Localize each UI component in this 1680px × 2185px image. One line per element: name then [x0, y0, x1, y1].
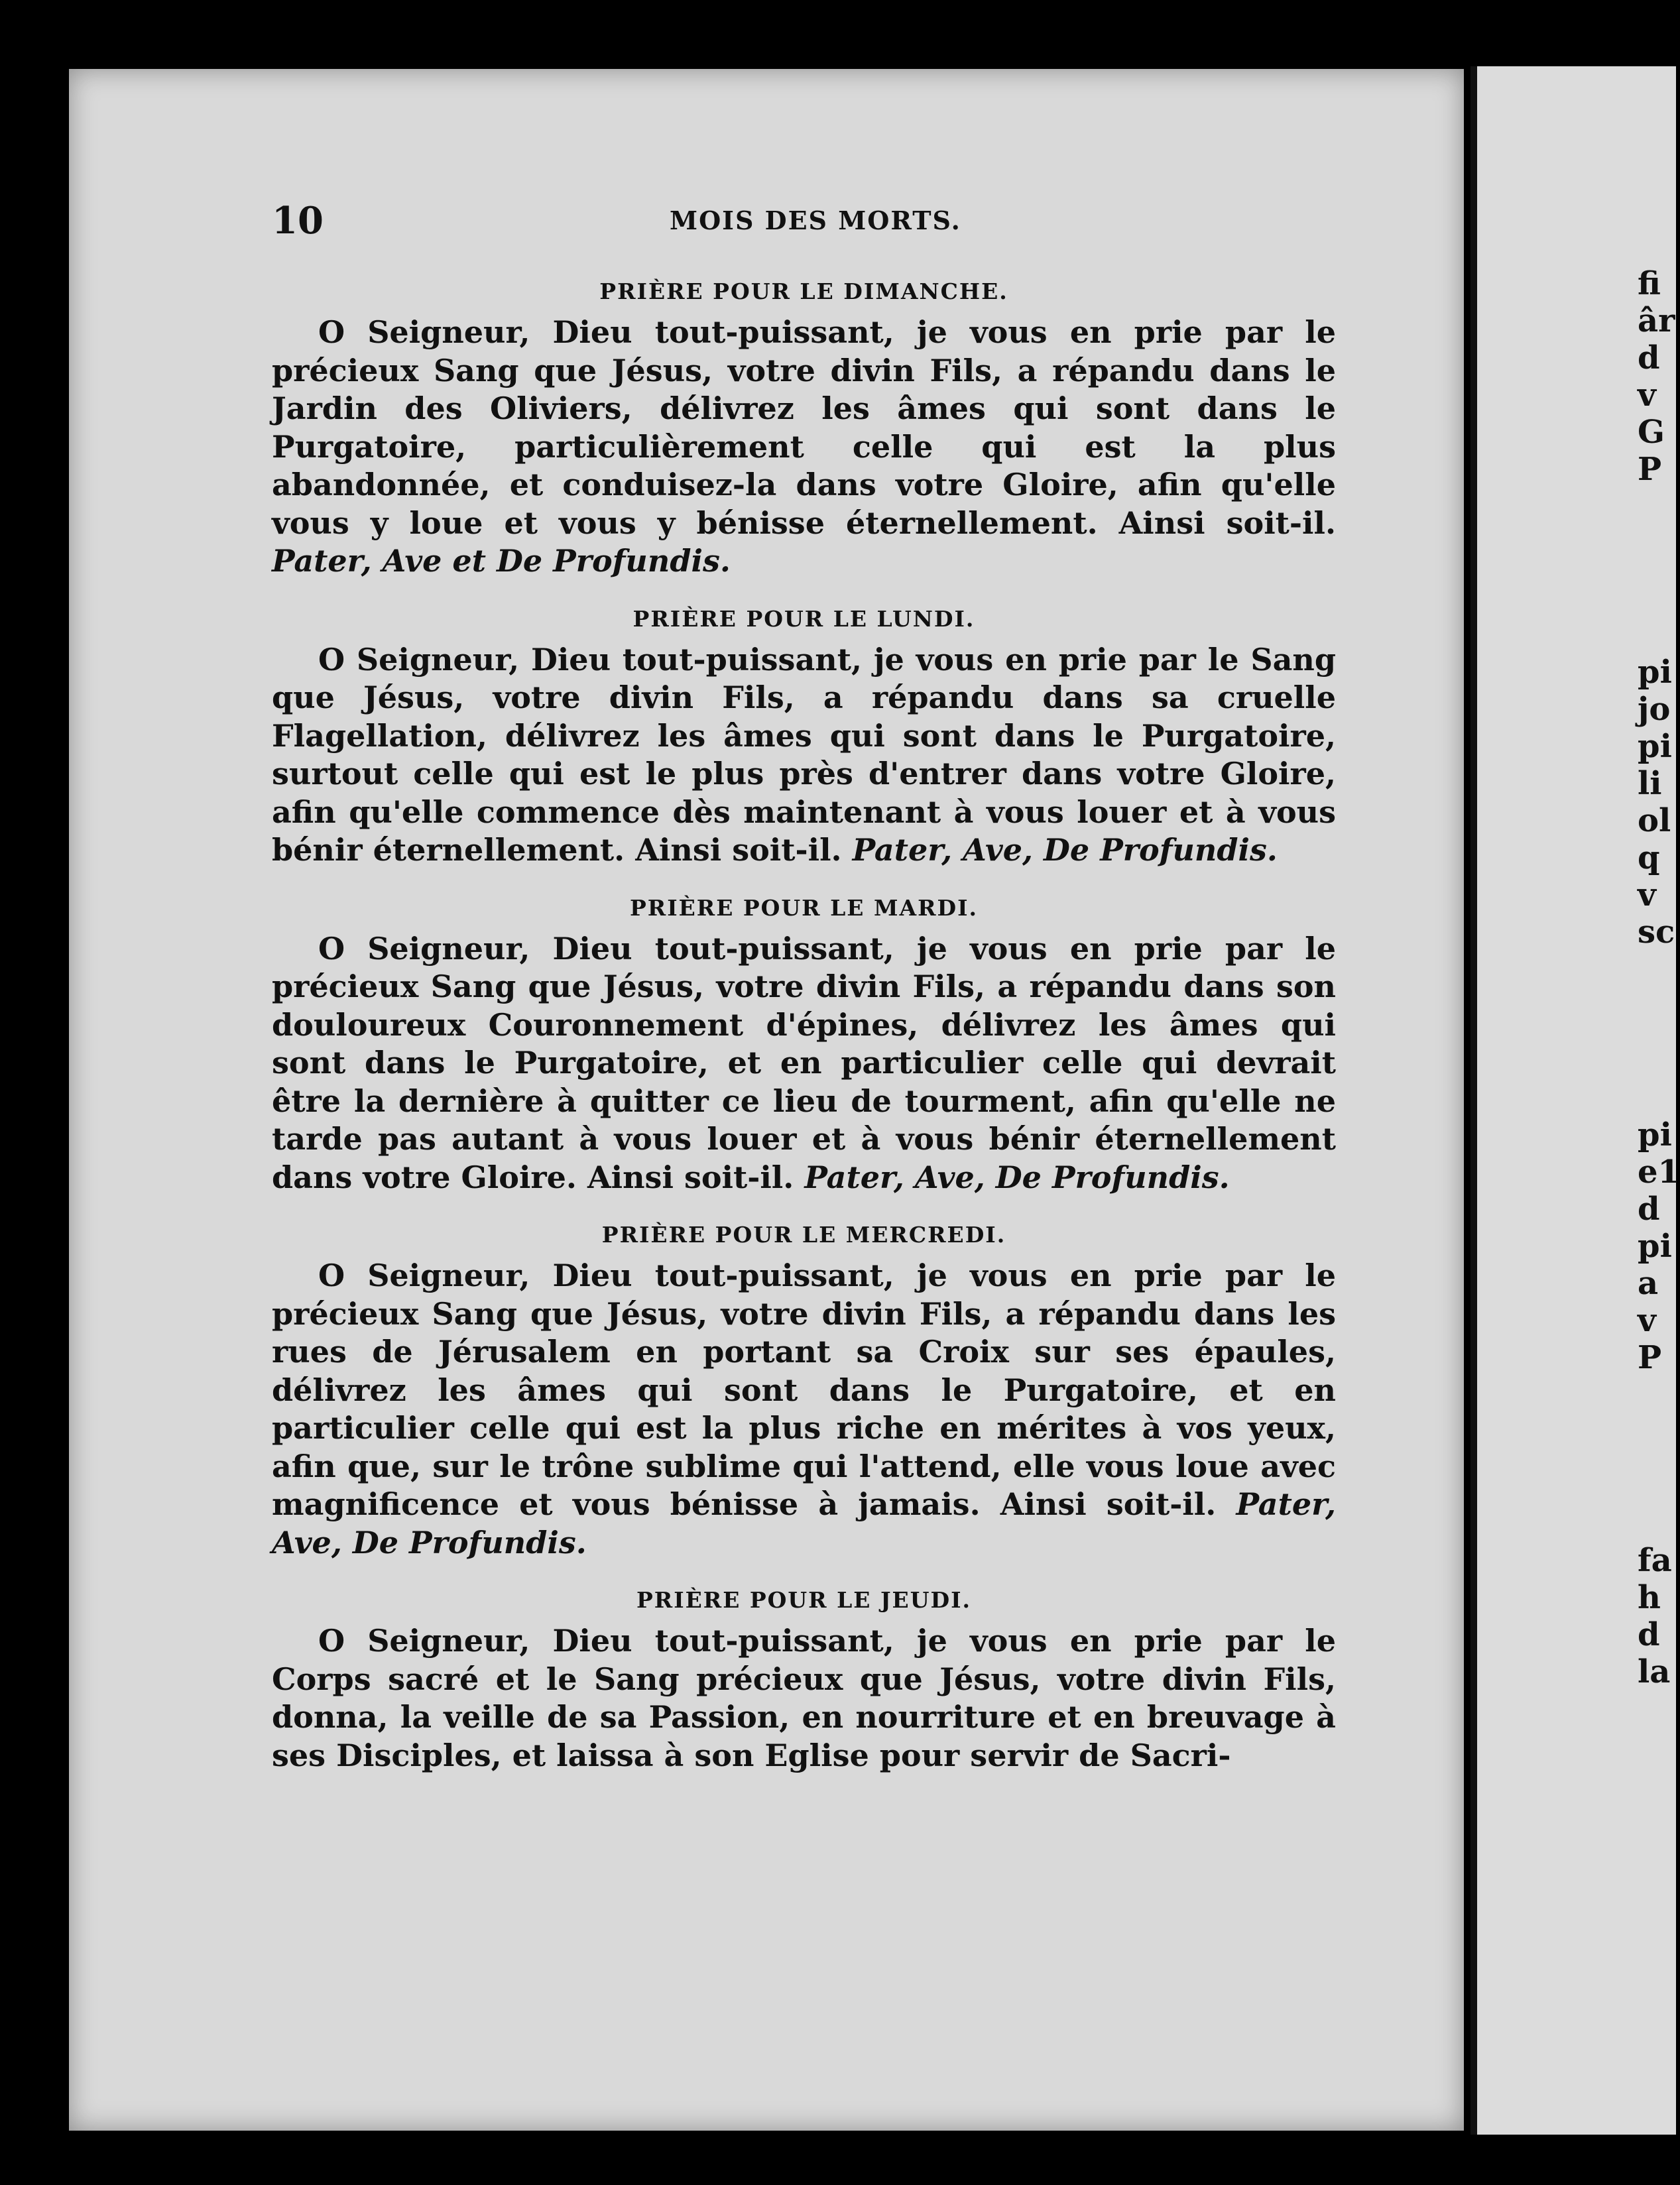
- prayer-section: [272, 1587, 1336, 1775]
- prayer-ending: Pater, Ave, De Profundis.: [272, 1486, 1337, 1561]
- section-heading: PRIÈRE POUR LE DIMANCHE.: [599, 278, 1008, 304]
- prayer-ending: Pater, Ave, De Profundis.: [804, 1159, 1230, 1195]
- facing-page-fragment: sc: [1638, 914, 1675, 951]
- prayer-text: O Seigneur, Dieu tout-puissant, je vous en prie par le Corps sacré et le Sang précieux que Jésus, votre divin Fils, donna, la veille de sa Passion, en nourriture et en breuvage à ses Disciples, et laissa à son Eglise pour servir de Sacri-: [272, 1623, 1336, 1773]
- facing-page-fragment: [1638, 951, 1668, 1116]
- running-title: MOIS DES MORTS.: [670, 206, 961, 235]
- section-heading: PRIÈRE POUR LE LUNDI.: [632, 605, 975, 632]
- facing-page-fragment: fi: [1638, 265, 1661, 302]
- prayer-text: O Seigneur, Dieu tout-puissant, je vous en prie par le précieux Sang que Jésus, votre divin Fils, a répandu dans les rues de Jérusalem en portant sa Croix sur ses épaules, délivrez les âmes qui sont dans le Purgatoire, et en particulier celle qui est la plus riche en mérites à vos yeux, afin que, sur le trône sublime qui l'attend, elle vous loue avec magnificence et vous bénisse à jamais. Ainsi soit-il.: [272, 1258, 1336, 1522]
- facing-page-fragment: pi: [1638, 654, 1672, 691]
- facing-page-fragment: e1: [1638, 1153, 1680, 1191]
- facing-page-fragment: pi: [1638, 1228, 1672, 1265]
- facing-page-fragment: q: [1638, 839, 1660, 876]
- section-body: [272, 641, 1336, 870]
- prayer-section: [272, 278, 1336, 581]
- facing-page-fragment: âr: [1638, 302, 1675, 339]
- prayer-ending: Pater, Ave, De Profundis.: [852, 832, 1278, 868]
- facing-page-fragment: d: [1638, 1191, 1660, 1228]
- facing-page-fragment: v: [1638, 377, 1656, 414]
- prayer-section: [272, 895, 1336, 1197]
- section-heading: PRIÈRE POUR LE JEUDI.: [636, 1587, 972, 1613]
- prayer-text: O Seigneur, Dieu tout-puissant, je vous en prie par le précieux Sang que Jésus, votre divin Fils, a répandu dans son douloureux Couronnement d'épines, délivrez les âmes qui sont dans le Purgatoire, et en particulier celle qui devrait être la dernière à quitter ce lieu de tourment, afin qu'elle ne tarde pas autant à vous louer et à vous bénir éternellement dans votre Gloire. Ainsi soit-il.: [272, 930, 1336, 1195]
- prayer-text: O Seigneur, Dieu tout-puissant, je vous en prie par le Sang que Jésus, votre divin Fils, a répandu dans sa cruelle Flagellation, délivrez les âmes qui sont dans le Purgatoire, surtout celle qui est le plus près d'entrer dans votre Gloire, afin qu'elle commence dès maintenant à vous louer et à vous bénir éternellement. Ainsi soit-il.: [272, 641, 1336, 868]
- facing-page-fragment: P: [1638, 1339, 1662, 1376]
- facing-page-fragment: a: [1638, 1265, 1659, 1302]
- facing-page-fragment: pi: [1638, 728, 1672, 765]
- prayer-ending: Pater, Ave et De Profundis.: [272, 543, 731, 579]
- facing-page-fragments: [1638, 265, 1680, 1690]
- prayer-section: [272, 606, 1336, 870]
- facing-page-fragment: d: [1638, 1616, 1660, 1653]
- facing-page-fragment: [1638, 1376, 1668, 1542]
- page-number: 10: [272, 199, 324, 243]
- facing-page-fragment: la: [1638, 1653, 1671, 1690]
- prayer-sections: [272, 278, 1336, 1800]
- facing-page-fragment: jo: [1638, 691, 1671, 728]
- facing-page-fragment: li: [1638, 765, 1662, 802]
- section-body: [272, 1257, 1336, 1562]
- section-body: [272, 314, 1336, 581]
- facing-page-fragment: pi: [1638, 1116, 1672, 1153]
- section-body: [272, 1622, 1336, 1775]
- facing-page-fragment: G: [1638, 414, 1665, 451]
- facing-page-fragment: d: [1638, 339, 1660, 377]
- prayer-section: [272, 1222, 1336, 1562]
- facing-page-fragment: P: [1638, 451, 1662, 488]
- facing-page-fragment: [1638, 488, 1668, 654]
- prayer-text: O Seigneur, Dieu tout-puissant, je vous en prie par le précieux Sang que Jésus, votre divin Fils, a répandu dans le Jardin des Oliviers, délivrez les âmes qui sont dans le Purgatoire, particulièrement celle qui est la plus abandonnée, et conduisez-la dans votre Gloire, afin qu'elle vous y loue et vous y bénisse éternellement. Ainsi soit-il.: [272, 314, 1336, 541]
- section-heading: PRIÈRE POUR LE MARDI.: [629, 894, 979, 921]
- facing-page-fragment: fa: [1638, 1542, 1672, 1579]
- facing-page-fragment: ol: [1638, 802, 1671, 839]
- running-head: [272, 199, 1399, 252]
- facing-page-fragment: v: [1638, 1302, 1656, 1339]
- section-body: [272, 930, 1336, 1197]
- section-heading: PRIÈRE POUR LE MERCREDI.: [601, 1222, 1006, 1248]
- facing-page-fragment: h: [1638, 1579, 1661, 1616]
- facing-page-fragment: v: [1638, 876, 1656, 914]
